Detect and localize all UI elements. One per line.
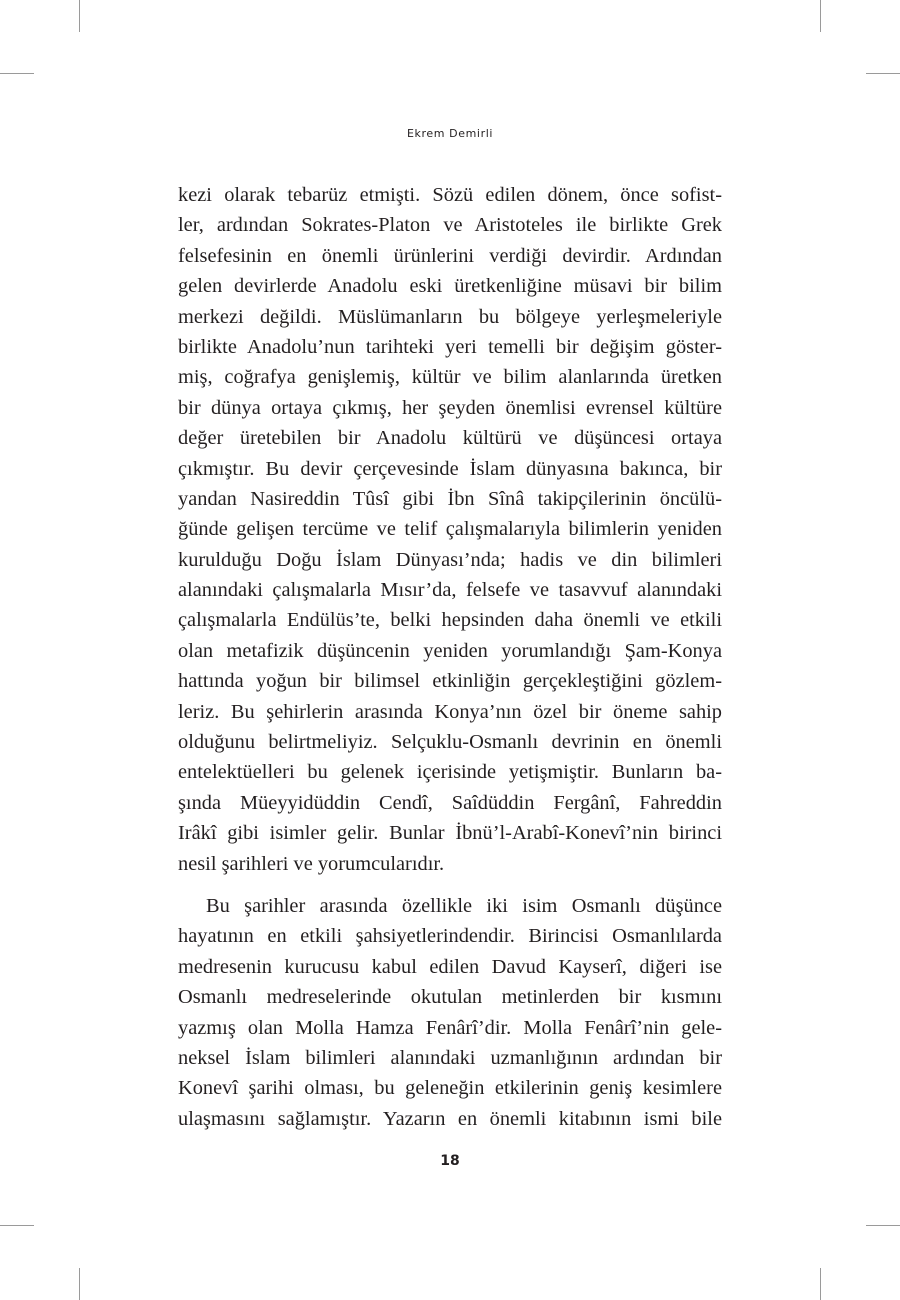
text-line: Konevî şarihi olması, bu geleneğin etkilerinin geniş kesimlere xyxy=(178,1077,722,1100)
crop-mark-top-right xyxy=(820,0,821,32)
paragraph-gap xyxy=(178,879,722,891)
crop-mark-bottom-left-h xyxy=(0,1225,34,1226)
text-line: kezi olarak tebarüz etmişti. Sözü edilen dönem, önce sofist- xyxy=(178,184,722,206)
text-line: Bu şarihler arasında özellikle iki isim Osmanlı düşünce xyxy=(206,894,722,917)
text-line: hayatının en etkili şahsiyetlerindendir. Birincisi Osmanlılarda xyxy=(178,925,722,948)
text-line: olduğunu belirtmeliyiz. Selçuklu-Osmanlı devrinin en önemli xyxy=(178,731,722,754)
text-line: neksel İslam bilimleri alanındaki uzmanlığının ardından bir xyxy=(178,1046,722,1069)
text-line: gelen devirlerde Anadolu eski üretkenliğine müsavi bir bilim xyxy=(178,275,722,298)
text-line: Osmanlı medreselerinde okutulan metinlerden bir kısmını xyxy=(178,986,722,1009)
text-line: merkezi değildi. Müslümanların bu bölgeye yerleşmeleriyle xyxy=(178,305,722,328)
page-number: 18 xyxy=(440,1153,460,1169)
text-line: ulaşmasını sağlamıştır. Yazarın en önemli kitabının ismi bile xyxy=(178,1107,722,1130)
text-line: leriz. Bu şehirlerin arasında Konya’nın özel bir öneme sahip xyxy=(178,700,722,723)
crop-mark-top-right-h xyxy=(866,73,900,74)
text-line: hattında yoğun bir bilimsel etkinliğin gerçekleştiğini gözlem- xyxy=(178,670,722,693)
running-head: Ekrem Demirli xyxy=(406,127,494,140)
text-line: ğünde gelişen tercüme ve telif çalışmalarıyla bilimlerin yeniden xyxy=(178,518,722,541)
text-line: birlikte Anadolu’nun tarihteki yeri temelli bir değişim göster- xyxy=(178,335,722,358)
text-line: kurulduğu Doğu İslam Dünyası’nda; hadis ve din bilimleri xyxy=(178,548,722,571)
text-line: medresenin kurucusu kabul edilen Davud Kayserî, diğeri ise xyxy=(178,955,722,978)
crop-mark-bottom-right-h xyxy=(866,1225,900,1226)
crop-mark-top-left xyxy=(79,0,80,32)
crop-mark-bottom-right xyxy=(820,1268,821,1300)
text-line: değer üretebilen bir Anadolu kültürü ve düşüncesi ortaya xyxy=(178,427,722,450)
text-line: ler, ardından Sokrates-Platon ve Aristoteles ile birlikte Grek xyxy=(178,214,722,237)
text-line: olan metafizik düşüncenin yeniden yorumlandığı Şam-Konya xyxy=(178,639,722,662)
body-text xyxy=(178,180,722,1134)
crop-mark-top-left-h xyxy=(0,73,34,74)
text-line: çalışmalarla Endülüs’te, belki hepsinden daha önemli ve etkili xyxy=(178,609,722,632)
text-line: bir dünya ortaya çıkmış, her şeyden önemlisi evrensel kültüre xyxy=(178,396,722,419)
text-line: şında Müeyyidüddin Cendî, Saîdüddin Fergânî, Fahreddin xyxy=(178,791,722,814)
text-line: miş, coğrafya genişlemiş, kültür ve bilim alanlarında üretken xyxy=(178,366,722,389)
text-line: nesil şarihleri ve yorumcularıdır. xyxy=(178,852,445,875)
paragraph-1 xyxy=(178,180,722,879)
crop-mark-bottom-left xyxy=(79,1268,80,1300)
text-line: yandan Nasireddin Tûsî gibi İbn Sînâ takipçilerinin öncülü- xyxy=(178,487,722,510)
text-line: entelektüelleri bu gelenek içerisinde yetişmiştir. Bunların ba- xyxy=(178,761,722,784)
text-line: Irâkî gibi isimler gelir. Bunlar İbnü’l-Arabî-Konevî’nin birinci xyxy=(178,822,722,845)
text-line: çıkmıştır. Bu devir çerçevesinde İslam dünyasına bakınca, bir xyxy=(178,457,722,480)
text-line: yazmış olan Molla Hamza Fenârî’dir. Molla Fenârî’nin gele- xyxy=(178,1016,722,1039)
text-line: felsefesinin en önemli ürünlerini verdiği devirdir. Ardından xyxy=(178,244,722,267)
paragraph-2 xyxy=(178,891,722,1134)
text-line: alanındaki çalışmalarla Mısır’da, felsefe ve tasavvuf alanındaki xyxy=(178,579,722,602)
